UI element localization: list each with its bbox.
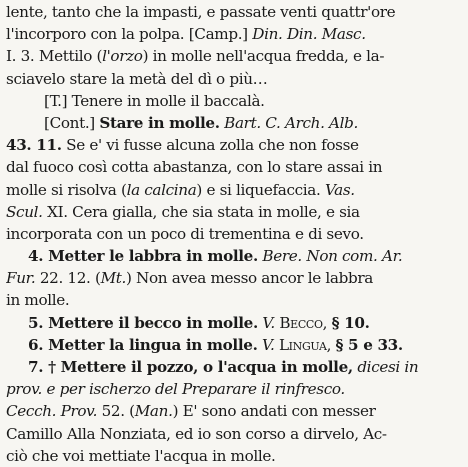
body-text: Camillo Alla Nonziata, ed io son corso a dirvelo, Ac- — [6, 424, 387, 443]
text-line — [6, 45, 462, 67]
headword: 5. Mettere il becco in molle. — [28, 313, 258, 332]
text-line — [6, 245, 462, 267]
body-text: ) E' sono andati con messer — [172, 402, 376, 421]
headword: 4. Metter le labbra in molle. — [28, 247, 258, 266]
body-text: , — [326, 335, 336, 354]
body-text: lente, tanto che la impasti, e passate venti quattr'ore — [6, 3, 396, 21]
body-text: Se e' vi fusse alcuna zolla che non fosse — [61, 136, 359, 155]
italic-text: Bart. C. Arch. Alb. — [224, 113, 359, 132]
italic-text: Man. — [134, 402, 173, 421]
text-line — [6, 90, 462, 112]
body-text: in molle. — [6, 291, 70, 310]
body-text: [Cont.] — [44, 113, 100, 132]
text-line — [6, 312, 462, 334]
body-text: 22. 12. ( — [35, 269, 101, 288]
italic-text: prov. e per ischerzo del Preparare il rinfresco. — [6, 380, 345, 399]
text-line — [6, 134, 462, 156]
body-text: XI. Cera gialla, che sia stata in molle, e sia — [42, 202, 360, 221]
italic-text: l'orzo — [102, 47, 143, 66]
text-line — [6, 289, 462, 311]
headword: § 10. — [331, 313, 370, 332]
body-text: molle si risolva ( — [6, 180, 127, 199]
headword: 7. † Mettere il pozzo, o l'acqua in molle, — [28, 358, 353, 376]
italic-text: Mt. — [100, 269, 126, 288]
italic-text: Vas. — [324, 180, 355, 199]
body-text: incorporata con un poco di trementina e di sevo. — [6, 224, 364, 243]
small-caps-ref: Lingua — [278, 335, 327, 354]
text-line — [6, 1, 462, 23]
text-line — [6, 156, 462, 178]
text-line — [6, 223, 462, 245]
body-text: 52. ( — [97, 402, 135, 421]
italic-text: Din. Din. Masc. — [252, 25, 366, 44]
italic-text: V. — [262, 335, 275, 354]
text-line — [6, 112, 462, 134]
body-text: ciò che voi mettiate l'acqua in molle. — [6, 446, 276, 465]
body-text: I. 3. Mettilo ( — [6, 47, 103, 66]
italic-text: Bere. Non com. Ar. — [262, 247, 403, 266]
italic-text: Scul. — [6, 202, 43, 221]
italic-text: Cecch. Prov. — [6, 402, 98, 421]
text-line — [6, 356, 462, 378]
text-line — [6, 23, 462, 45]
body-text: ) e si liquefaccia. — [196, 180, 325, 199]
headword: 6. Metter la lingua in molle. — [28, 335, 258, 354]
body-text: l'incorporo con la polpa. [Camp.] — [6, 25, 253, 44]
headword: 43. 11. — [6, 136, 62, 155]
text-line — [6, 201, 462, 223]
text-line — [6, 267, 462, 289]
text-line — [6, 68, 462, 90]
body-text: ) Non avea messo ancor le labbra — [126, 269, 373, 288]
headword: § 5 e 33. — [335, 335, 403, 354]
text-line — [6, 334, 462, 356]
text-line — [6, 400, 462, 422]
italic-text: dicesi in — [357, 358, 419, 376]
body-text: ) in molle nell'acqua fredda, e la- — [142, 47, 385, 66]
body-text: [T.] Tenere in molle il baccalà. — [44, 91, 265, 110]
text-line — [6, 179, 462, 201]
text-line — [6, 445, 462, 467]
body-text: dal fuoco così cotta abastanza, con lo stare assai in — [6, 158, 383, 177]
text-line — [6, 423, 462, 445]
small-caps-ref: Becco — [279, 313, 323, 332]
italic-text: V. — [262, 313, 275, 332]
body-text: , — [322, 313, 332, 332]
body-text: sciavelo stare la metà del dì o più… — [6, 69, 268, 88]
headword: Stare in molle. — [99, 113, 220, 132]
text-line — [6, 378, 462, 400]
italic-text: Fur. — [6, 269, 36, 288]
italic-text: la calcina — [126, 180, 197, 199]
